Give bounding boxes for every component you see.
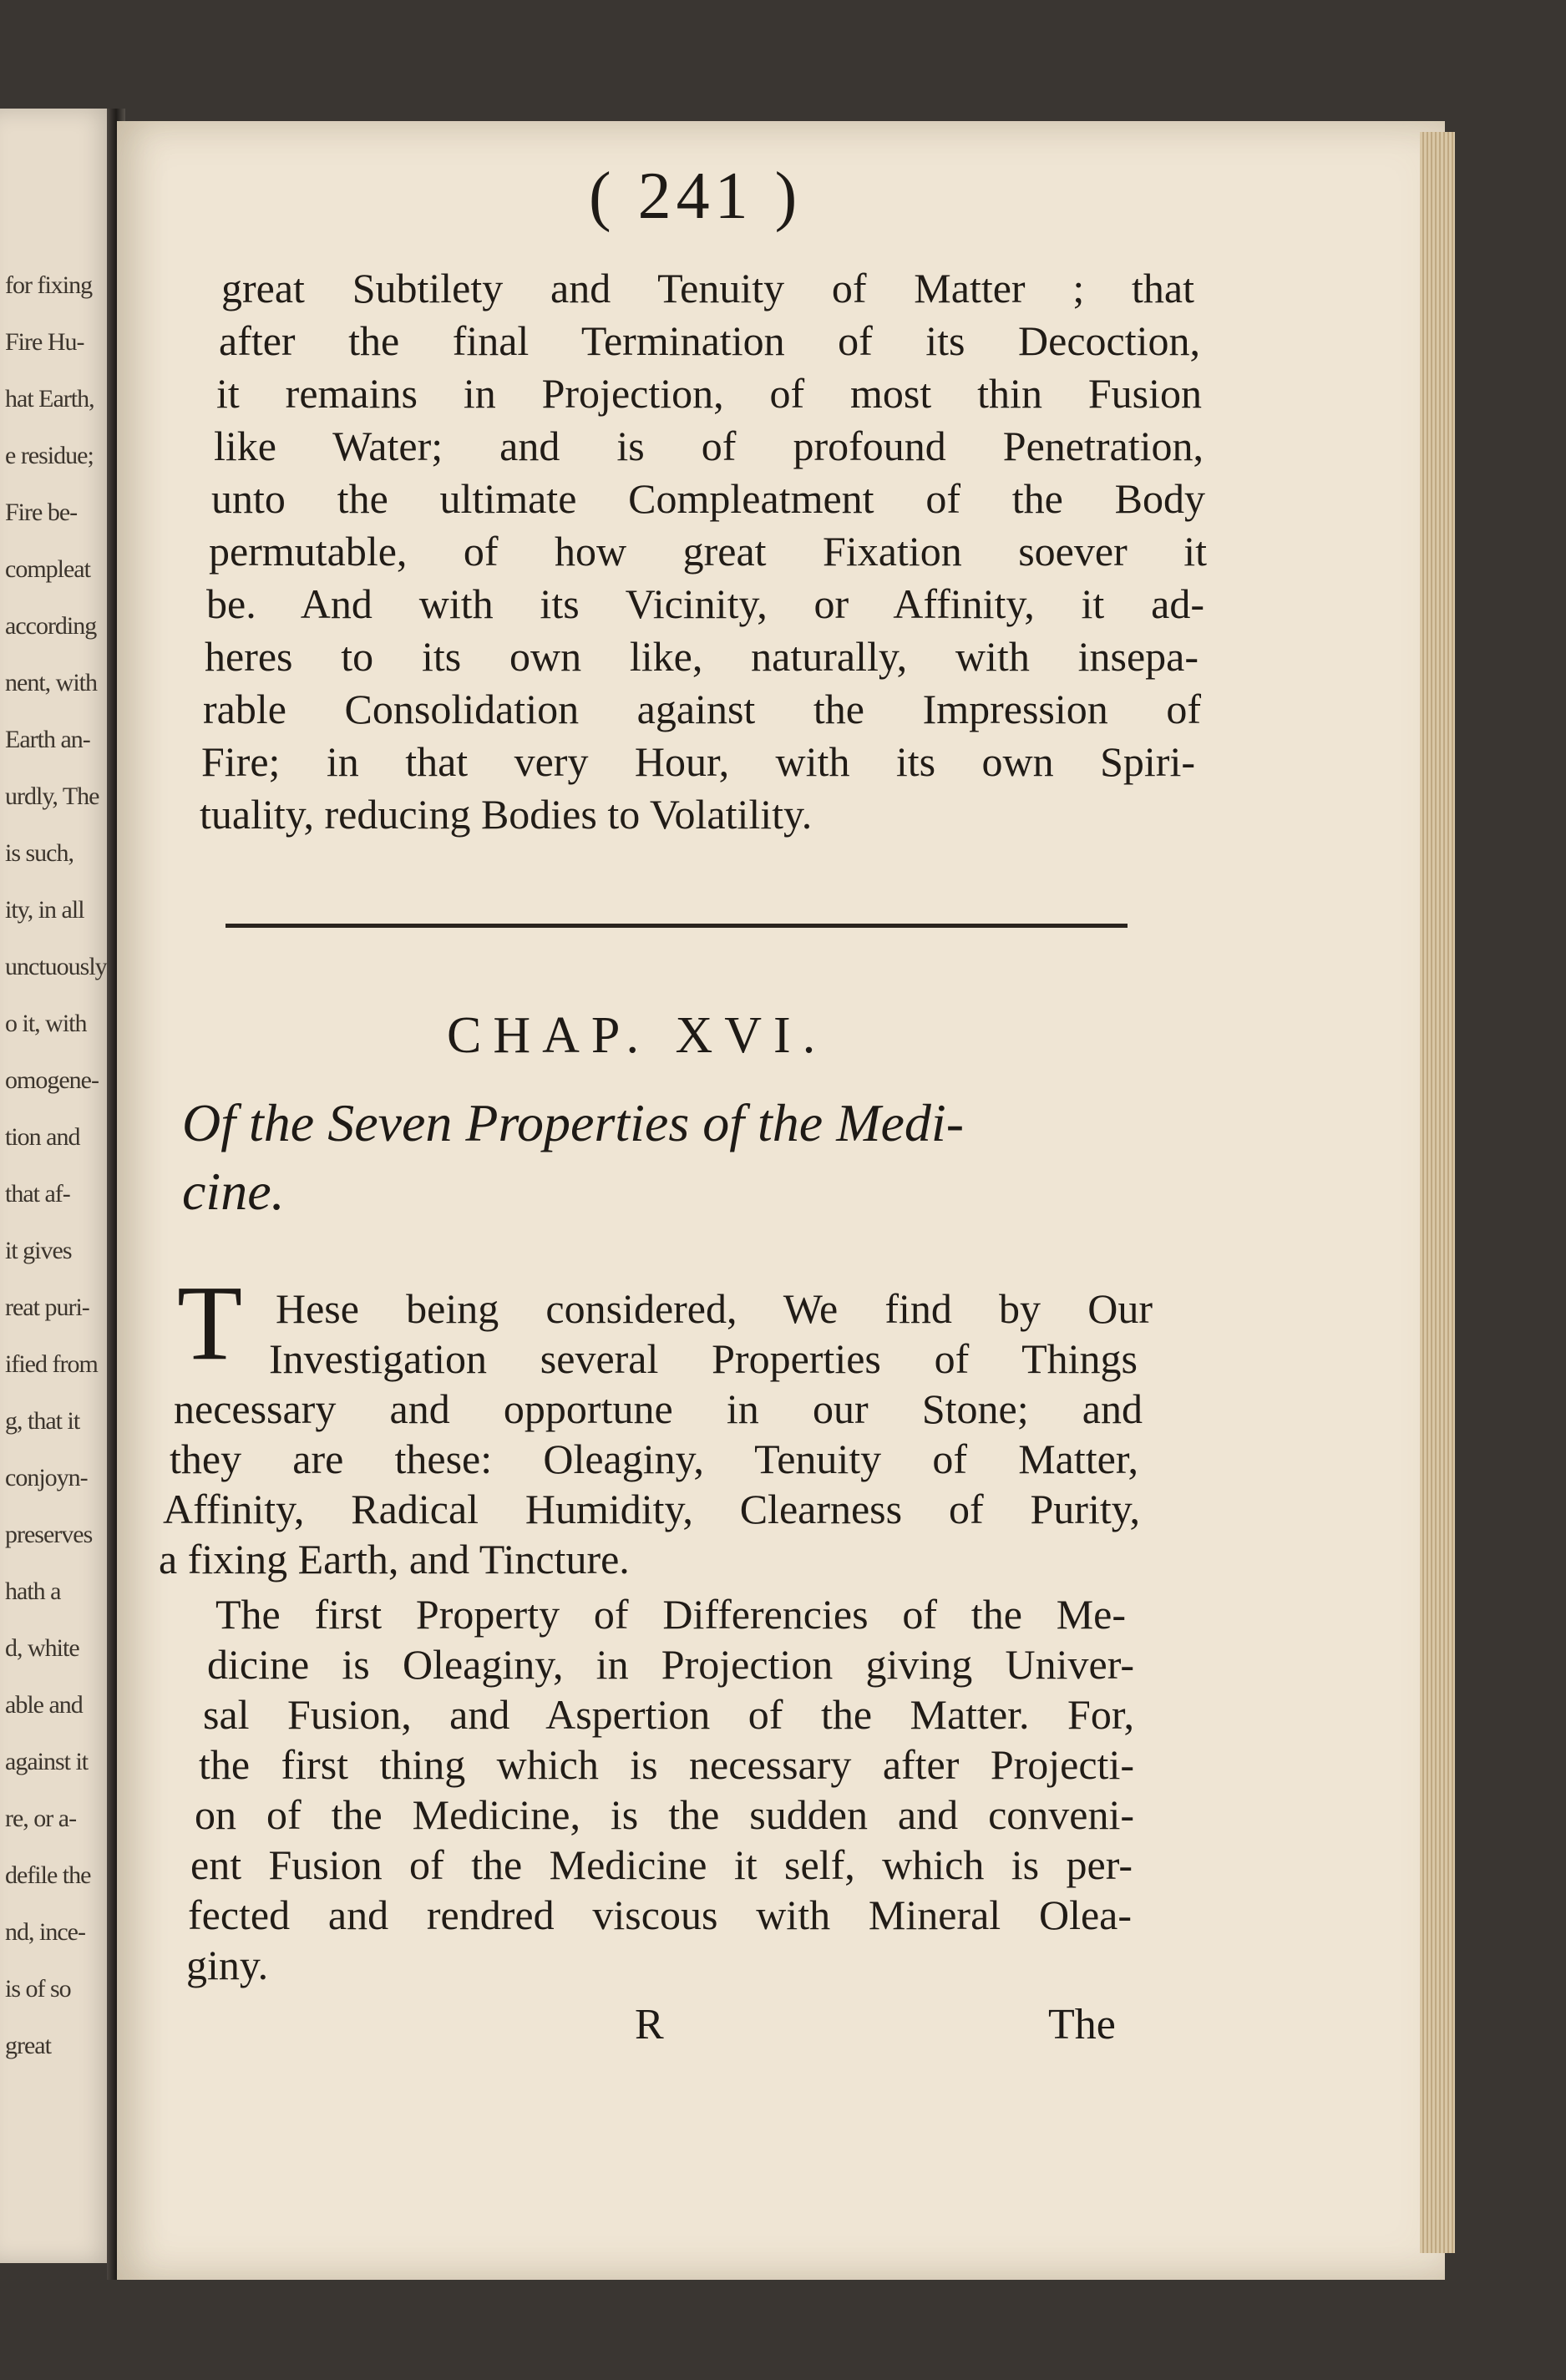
left-page-fragment: able and	[5, 1691, 83, 1719]
left-page-fragment: nent, with	[5, 669, 97, 696]
page-number: ( 241 )	[589, 160, 803, 233]
first-block-line: rable Consolidation against the Impression of	[203, 686, 1201, 732]
third-block-line: dicine is Oleaginy, in Projection giving Univer-	[207, 1641, 1134, 1688]
left-page-fragment: that af-	[5, 1180, 70, 1208]
first-block-line: like Water; and is of profound Penetration,	[214, 423, 1204, 469]
left-page-fragment: d, white	[5, 1634, 79, 1662]
left-page-fragment: Earth an-	[5, 726, 90, 753]
left-page-fragment: reat puri-	[5, 1294, 89, 1321]
first-block-line: it remains in Projection, of most thin Fusion	[216, 370, 1202, 417]
adjoining-left-page	[0, 109, 117, 2263]
section-rule	[226, 924, 1128, 928]
left-page-fragment: re, or a-	[5, 1805, 77, 1832]
left-page-fragment: g, that it	[5, 1407, 80, 1435]
first-block-line: Fire; in that very Hour, with its own Spiri-	[201, 738, 1195, 785]
left-page-fragment: e residue;	[5, 442, 94, 469]
left-page-fragment: is such,	[5, 839, 73, 867]
third-block-line: ent Fusion of the Medicine it self, which is per-	[190, 1841, 1133, 1888]
left-page-fragment: Fire be-	[5, 499, 78, 526]
left-page-fragment: hat Earth,	[5, 385, 94, 413]
third-block-line: sal Fusion, and Aspertion of the Matter. For,	[203, 1691, 1134, 1738]
second-block-line: a fixing Earth, and Tincture.	[159, 1536, 630, 1582]
signature-mark: R	[635, 2001, 664, 2048]
second-block-line: they are these: Oleaginy, Tenuity of Matter,	[170, 1436, 1138, 1482]
left-page-fragment: against it	[5, 1748, 89, 1775]
left-page-fragment: for fixing	[5, 271, 93, 299]
left-page-fragment: conjoyn-	[5, 1464, 88, 1491]
page-edge	[1420, 132, 1455, 2253]
drop-cap: T	[177, 1263, 243, 1382]
first-block-line: tuality, reducing Bodies to Volatility.	[200, 791, 813, 838]
left-page-fragment: o it, with	[5, 1010, 87, 1037]
left-page-fragment: compleat	[5, 555, 90, 583]
second-block-line: Affinity, Radical Humidity, Clearness of Purity,	[163, 1486, 1140, 1532]
left-page-fragment: tion and	[5, 1123, 80, 1151]
left-page-fragment: Fire Hu-	[5, 328, 84, 356]
left-page-fragment: unctuously	[5, 953, 107, 980]
left-page-fragment: ified from	[5, 1350, 98, 1378]
third-block-line: the first thing which is necessary after Projecti-	[199, 1741, 1134, 1788]
third-block-line: The first Property of Differencies of the Me-	[215, 1591, 1126, 1638]
second-block-line: necessary and opportune in our Stone; and	[174, 1385, 1143, 1432]
left-page-fragment: nd, ince-	[5, 1918, 85, 1946]
left-page-fragment: is of so	[5, 1975, 71, 2003]
second-block-line: Hese being considered, We find by Our	[276, 1285, 1153, 1332]
left-page-fragment: according	[5, 612, 97, 640]
first-block-line: great Subtilety and Tenuity of Matter ; that	[221, 265, 1194, 311]
left-page-fragment: it gives	[5, 1237, 72, 1264]
left-page-fragment: preserves	[5, 1521, 93, 1548]
chapter-heading: CHAP. XVI.	[447, 1007, 828, 1064]
first-block-line: after the final Termination of its Decoction,	[219, 317, 1200, 364]
third-block-line: on of the Medicine, is the sudden and conveni-	[195, 1791, 1134, 1838]
first-block-line: unto the ultimate Compleatment of the Body	[211, 475, 1205, 522]
left-page-fragment: defile the	[5, 1861, 91, 1889]
third-block-line: giny.	[186, 1942, 269, 1988]
chapter-title-line-1: Of the Seven Properties of the Medi-	[182, 1093, 964, 1152]
first-block-line: permutable, of how great Fixation soever it	[209, 528, 1207, 575]
left-page-fragment: hath a	[5, 1577, 61, 1605]
catchword: The	[1048, 2001, 1116, 2048]
left-page-fragment: ity, in all	[5, 896, 84, 924]
second-block-line: Investigation several Properties of Things	[269, 1335, 1138, 1382]
left-page-fragment: urdly, The	[5, 782, 99, 810]
first-block-line: be. And with its Vicinity, or Affinity, it ad-	[206, 580, 1204, 627]
third-block-line: fected and rendred viscous with Mineral Olea-	[188, 1891, 1132, 1938]
first-block-line: heres to its own like, naturally, with insepa-	[205, 633, 1199, 680]
chapter-title-line-2: cine.	[182, 1162, 285, 1221]
left-page-fragment: omogene-	[5, 1066, 99, 1094]
left-page-fragment: great	[5, 2032, 51, 2059]
